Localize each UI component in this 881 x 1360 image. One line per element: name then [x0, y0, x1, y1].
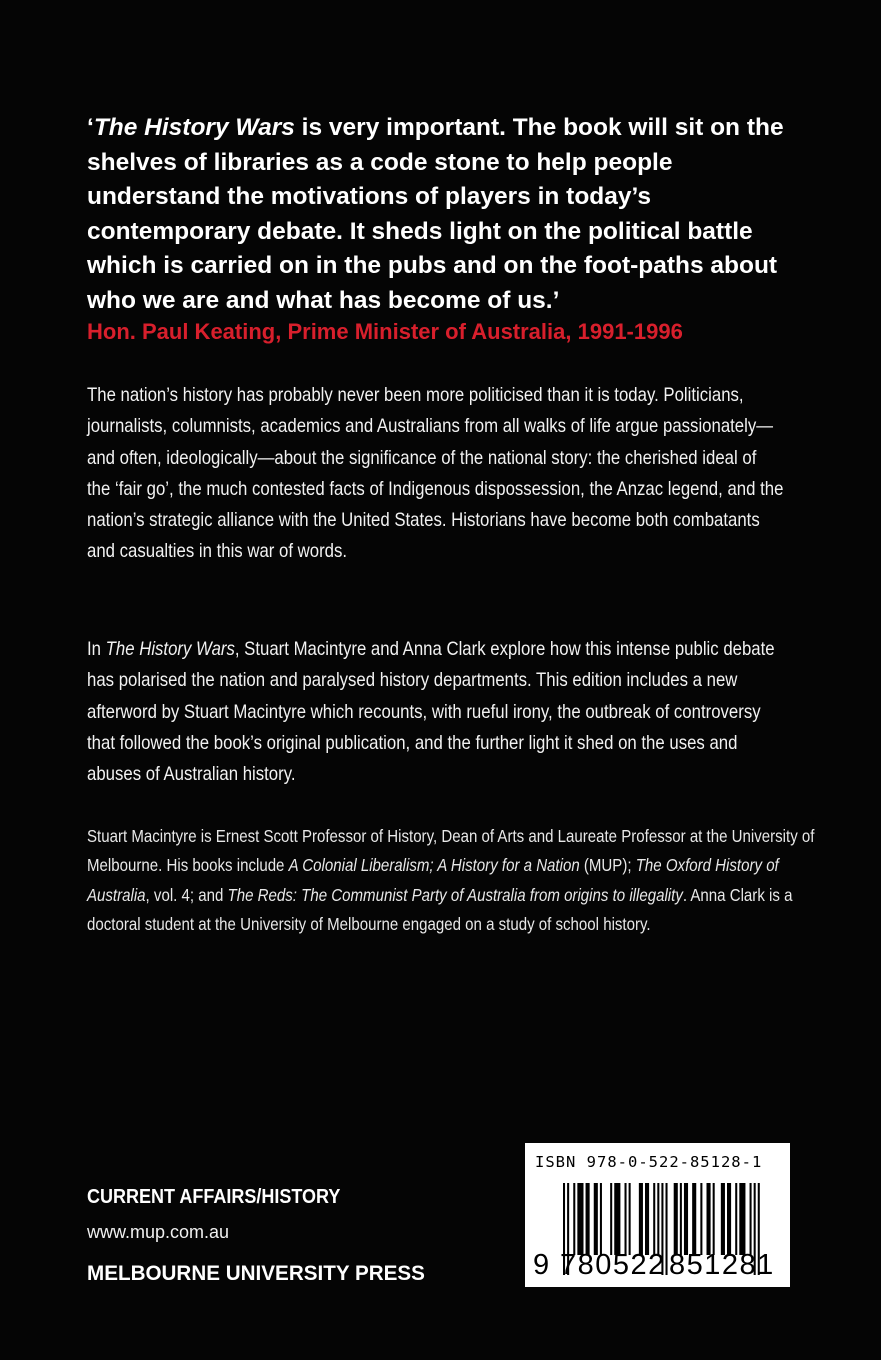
- quote-book-title: The History Wars: [93, 114, 295, 141]
- barcode-bar: [614, 1183, 620, 1255]
- description-paragraph-2: [87, 634, 784, 790]
- barcode-digit-group-2: 851281: [669, 1249, 775, 1281]
- barcode-bar: [727, 1183, 731, 1255]
- barcode-bar: [666, 1183, 668, 1275]
- isbn-label: ISBN 978-0-522-85128-1: [535, 1153, 763, 1171]
- description-paragraph-1: The nation’s history has probably never been more politicised than it is today. Politicians, journalists, columnists, academics and Australians from all walks of life argue passionately—and often, ideologically—about the significance of the national story: the cherished ideal of the ‘fair go’, the much contested facts of Indigenous dispossession, the Anzac legend, and the nation’s strategic alliance with the United States. Historians have become both combatants and casualties in this war of words.: [87, 384, 784, 563]
- quote-open-mark: ‘: [87, 114, 94, 141]
- barcode-bar: [735, 1183, 737, 1255]
- barcode-bar: [707, 1183, 711, 1255]
- bio-part-2: (MUP);: [579, 855, 636, 876]
- bio-part-1: Stuart Macintyre is Ernest Scott Professor of History, Dean of Arts and Laureate Professor at the University of Melbourne. His books include: [87, 826, 815, 876]
- author-bio: [87, 822, 827, 940]
- bio-book-3: The Reds: The Communist Party of Australia from origins to illegality: [227, 884, 683, 905]
- barcode-bar: [684, 1183, 688, 1255]
- barcode-bar: [610, 1183, 612, 1255]
- barcode-bar: [700, 1183, 702, 1255]
- barcode-bar: [653, 1183, 655, 1255]
- barcode-bar: [750, 1183, 752, 1255]
- barcode-bar: [594, 1183, 598, 1255]
- barcode-digit-group-1: 780522: [560, 1249, 666, 1281]
- barcode-bar: [739, 1183, 745, 1255]
- bio-part-4: . Anna Clark is a doctoral student at the University of Melbourne engaged on a study of school history.: [87, 884, 793, 935]
- paragraph-2-book-title: The History Wars: [105, 638, 235, 660]
- publisher-website: www.mup.com.au: [87, 1222, 230, 1242]
- quote-text: is very important. The book will sit on the shelves of libraries as a code stone to help people understand the motivations of players in today’s contemporary debate. It sheds light on the political battle which is carried on in the pubs and on the foot-paths about who we are and what has become of us.’: [87, 114, 784, 314]
- barcode-bar: [680, 1183, 682, 1255]
- barcode-bar: [629, 1183, 631, 1255]
- paragraph-2-lead: In: [87, 638, 106, 660]
- barcode-bar: [639, 1183, 643, 1255]
- barcode-bar: [721, 1183, 725, 1255]
- bio-book-1: A Colonial Liberalism; A History for a Nation: [288, 855, 580, 876]
- barcode-bar: [692, 1183, 696, 1255]
- barcode-bar: [645, 1183, 649, 1255]
- barcode-bar: [600, 1183, 602, 1255]
- bio-book-2: The Oxford History of Australia: [87, 855, 779, 905]
- bio-part-3: , vol. 4; and: [145, 884, 228, 905]
- barcode-bar: [674, 1183, 678, 1255]
- endorsement-quote: [87, 111, 807, 318]
- barcode-panel: [525, 1143, 790, 1287]
- quote-attribution: Hon. Paul Keating, Prime Minister of Australia, 1991-1996: [87, 319, 683, 344]
- barcode-digit-first: 9: [533, 1249, 550, 1281]
- barcode-bar: [577, 1183, 583, 1255]
- barcode-bar: [586, 1183, 590, 1255]
- barcode-bar: [657, 1183, 659, 1255]
- category-label: CURRENT AFFAIRS/HISTORY: [87, 1186, 341, 1208]
- barcode-bar: [573, 1183, 575, 1255]
- paragraph-2-text: , Stuart Macintyre and Anna Clark explore how this intense public debate has polarised the nation and paralysed history departments. This edition includes a new afterword by Stuart Macintyre which recounts, with rueful irony, the outbreak of controversy that followed the book’s original publication, and the further light it shed on the uses and abuses of Australian history.: [87, 638, 775, 786]
- barcode-bar: [625, 1183, 627, 1255]
- publisher-name: MELBOURNE UNIVERSITY PRESS: [87, 1261, 425, 1285]
- barcode-bar: [713, 1183, 715, 1255]
